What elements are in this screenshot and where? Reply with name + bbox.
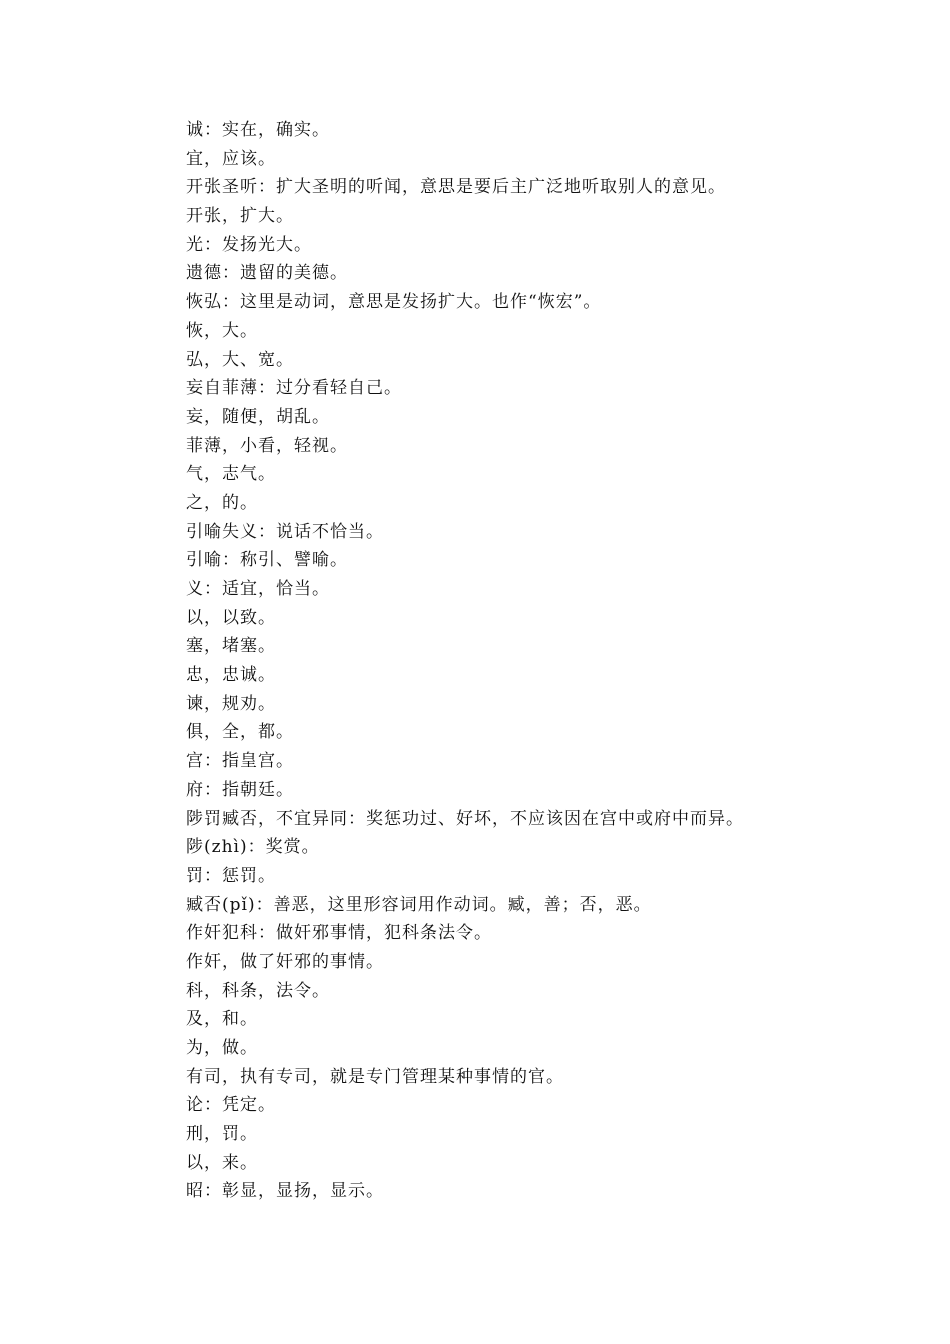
note-line: 陟(zhì)：奖赏。 — [186, 837, 320, 858]
note-line: 臧否(pǐ)：善恶，这里形容词用作动词。臧，善；否，恶。 — [186, 894, 652, 915]
note-line: 诚：实在，确实。 — [186, 120, 330, 140]
note-line: 科，科条，法令。 — [186, 980, 330, 1001]
note-line: 忠，忠诚。 — [186, 665, 276, 686]
note-line: 以，来。 — [186, 1152, 258, 1173]
note-line: 刑，罚。 — [186, 1124, 258, 1145]
note-line: 有司，执有专司，就是专门管理某种事情的官。 — [186, 1066, 564, 1087]
note-line: 府：指朝廷。 — [186, 779, 294, 800]
note-line: 开张，扩大。 — [186, 206, 294, 227]
note-line: 作奸，做了奸邪的事情。 — [186, 951, 384, 972]
note-line: 恢，大。 — [186, 320, 258, 341]
note-line: 光：发扬光大。 — [186, 234, 312, 255]
note-line: 引喻失义：说话不恰当。 — [186, 521, 384, 542]
note-line: 气，志气。 — [186, 464, 276, 485]
note-line: 作奸犯科：做奸邪事情，犯科条法令。 — [186, 923, 492, 944]
note-line: 引喻：称引、譬喻。 — [186, 550, 348, 571]
note-line: 遗德：遗留的美德。 — [186, 263, 348, 284]
note-line: 以，以致。 — [186, 607, 276, 628]
note-line: 昭：彰显，显扬，显示。 — [186, 1181, 384, 1202]
note-line: 罚：惩罚。 — [186, 865, 276, 886]
note-line: 为，做。 — [186, 1038, 258, 1058]
note-line: 陟罚臧否，不宜异同：奖惩功过、好坏，不应该因在宫中或府中而异。 — [186, 808, 744, 829]
note-line: 塞，堵塞。 — [186, 636, 276, 657]
note-line: 谏，规劝。 — [186, 693, 276, 714]
note-line: 义：适宜，恰当。 — [186, 579, 330, 599]
note-line: 论：凭定。 — [186, 1095, 276, 1116]
note-line: 弘，大、宽。 — [186, 349, 294, 370]
note-line: 宜，应该。 — [186, 148, 276, 169]
note-line: 之，的。 — [186, 492, 258, 513]
note-line: 恢弘：这里是动词，意思是发扬扩大。也作“恢宏”。 — [186, 292, 602, 313]
note-line: 俱，全，都。 — [186, 722, 294, 743]
note-line: 妄，随便，胡乱。 — [186, 406, 330, 427]
note-line: 宫：指皇宫。 — [186, 751, 294, 772]
note-line: 菲薄，小看，轻视。 — [186, 435, 348, 456]
note-line: 开张圣听：扩大圣明的听闻，意思是要后主广泛地听取别人的意见。 — [186, 177, 726, 198]
note-line: 及，和。 — [186, 1009, 258, 1030]
annotation-list — [186, 116, 886, 1206]
note-line: 妄自菲薄：过分看轻自己。 — [186, 378, 402, 399]
